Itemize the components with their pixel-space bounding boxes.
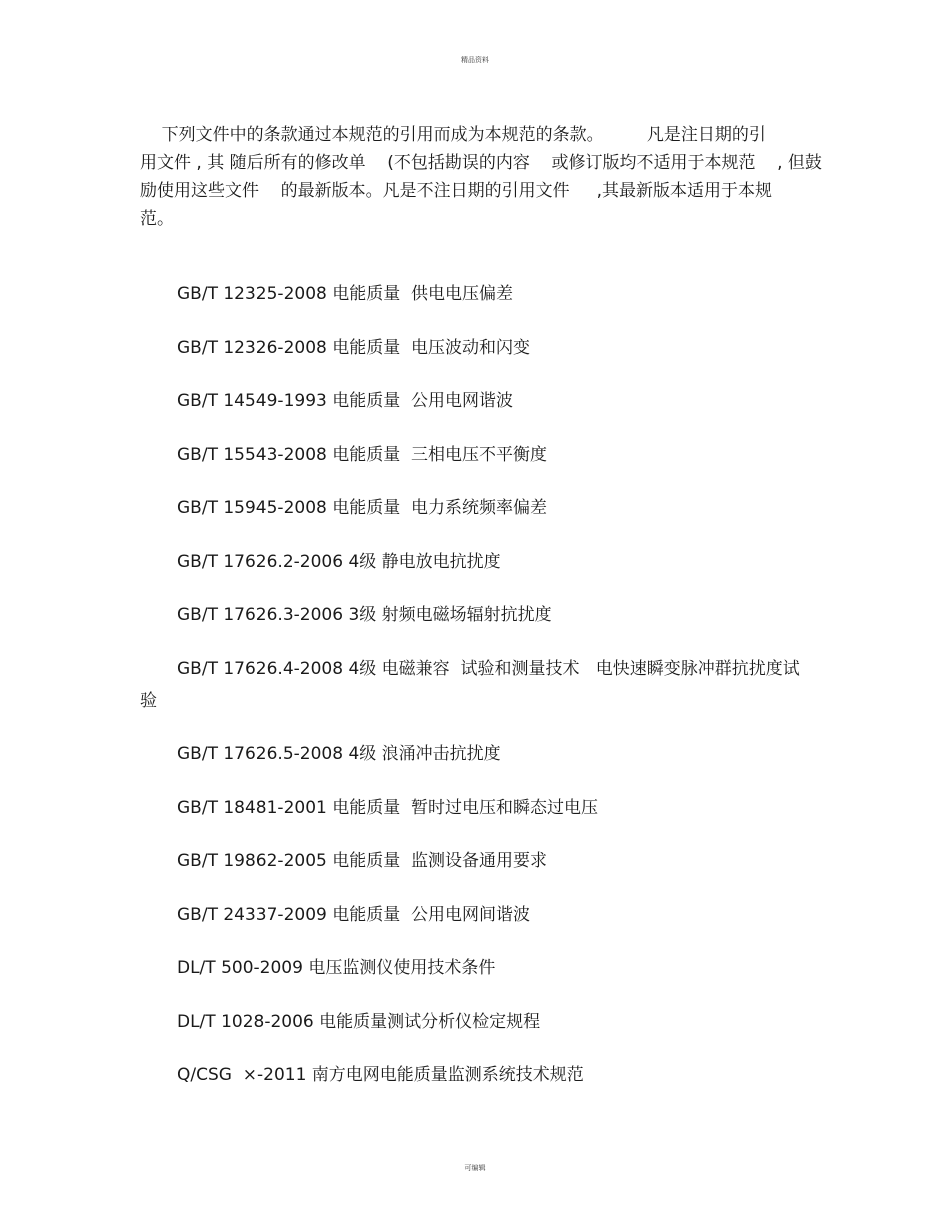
reference-list xyxy=(140,278,830,1113)
intro-line: 下列文件中的条款通过本规范的引用而成为本规范的条款。 凡是注日期的引 xyxy=(140,125,766,145)
reference-item xyxy=(140,653,830,717)
reference-item xyxy=(140,332,830,364)
reference-item xyxy=(140,439,830,471)
reference-item xyxy=(140,599,830,631)
reference-text: GB/T 12326-2008 电能质量 电压波动和闪变 xyxy=(177,337,531,358)
reference-item xyxy=(140,385,830,417)
reference-text: GB/T 17626.2-2006 4级 静电放电抗扰度 xyxy=(177,551,501,572)
reference-item xyxy=(140,1006,830,1038)
intro-line: 励使用这些文件 的最新版本。凡是不注日期的引用文件 ,其最新版本适用于本规 xyxy=(140,181,773,201)
reference-text: GB/T 12325-2008 电能质量 供电电压偏差 xyxy=(177,284,514,304)
reference-text: GB/T 18481-2001 电能质量 暂时过电压和瞬态过电压 xyxy=(177,797,599,818)
reference-text-continuation: 验 xyxy=(140,690,157,711)
reference-text: Q/CSG ×-2011 南方电网电能质量监测系统技术规范 xyxy=(177,1065,584,1085)
reference-item xyxy=(140,738,830,770)
reference-item xyxy=(140,899,830,931)
reference-item xyxy=(140,1059,830,1091)
reference-text: DL/T 1028-2006 电能质量测试分析仪检定规程 xyxy=(177,1011,541,1032)
page-footer: 可编辑 xyxy=(464,1164,486,1172)
intro-line: 范。 xyxy=(140,209,174,229)
page-header: 精品资料 xyxy=(461,56,489,64)
reference-item xyxy=(140,845,830,877)
reference-item xyxy=(140,952,830,984)
reference-item xyxy=(140,278,830,310)
reference-item xyxy=(140,492,830,524)
reference-text: GB/T 17626.3-2006 3级 射频电磁场辐射抗扰度 xyxy=(177,605,552,625)
reference-text: GB/T 15945-2008 电能质量 电力系统频率偏差 xyxy=(177,498,548,518)
reference-text: GB/T 15543-2008 电能质量 三相电压不平衡度 xyxy=(177,444,548,465)
intro-paragraph xyxy=(140,121,830,233)
reference-item xyxy=(140,792,830,824)
reference-text: DL/T 500-2009 电压监测仪使用技术条件 xyxy=(177,958,496,978)
reference-text: GB/T 24337-2009 电能质量 公用电网间谐波 xyxy=(177,904,531,925)
reference-text: GB/T 17626.5-2008 4级 浪涌冲击抗扰度 xyxy=(177,744,501,764)
reference-text: GB/T 17626.4-2008 4级 电磁兼容 试验和测量技术 电快速瞬变脉冲群抗扰度试 xyxy=(177,658,800,679)
intro-line: 用文件 , 其 随后所有的修改单 (不包括勘误的内容 或修订版均不适用于本规范 , 但鼓 xyxy=(140,153,822,173)
reference-text: GB/T 14549-1993 电能质量 公用电网谐波 xyxy=(177,391,514,411)
reference-item xyxy=(140,546,830,578)
reference-text: GB/T 19862-2005 电能质量 监测设备通用要求 xyxy=(177,851,548,871)
